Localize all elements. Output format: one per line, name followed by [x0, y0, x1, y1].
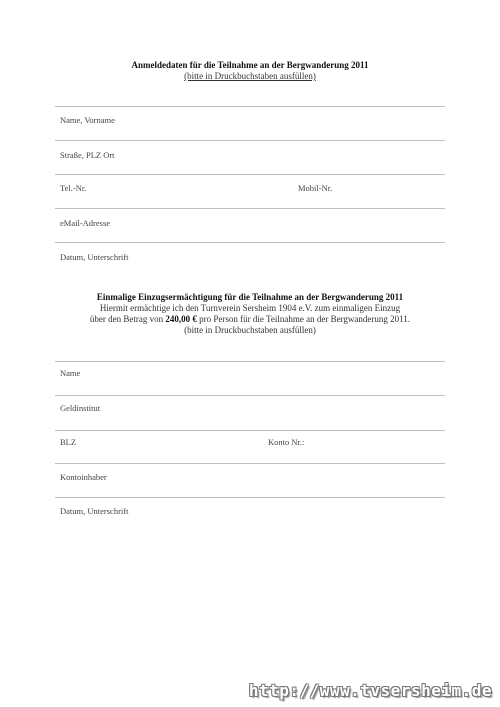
account-name-label: Name — [60, 368, 81, 378]
field-line — [55, 497, 445, 498]
name-field-label: Name, Vorname — [60, 115, 115, 125]
debit-amount: 240,00 € — [165, 314, 197, 324]
field-line — [55, 395, 445, 396]
account-number-label: Konto Nr.: — [268, 437, 305, 447]
account-holder-label: Kontoinhaber — [60, 472, 107, 482]
phone-field-label: Tel.-Nr. — [60, 183, 87, 193]
debit-authorization-title: Einmalige Einzugsermächtigung für die Teilnahme an der Bergwanderung 2011 — [96, 292, 404, 302]
field-line — [55, 208, 445, 209]
mobile-field-label: Mobil-Nr. — [298, 183, 333, 193]
debit-amount-line: über den Betrag von 240,00 € pro Person für die Teilnahme an der Bergwanderung 2011. — [89, 314, 411, 324]
date-signature-label: Datum, Unterschrift — [60, 252, 129, 262]
field-line — [55, 430, 445, 431]
street-field-label: Straße, PLZ Ort — [60, 150, 115, 160]
debit-authorization-text: Hiermit ermächtige ich den Turnverein Sersheim 1904 e.V. zum einmaligen Einzug — [99, 303, 401, 313]
registration-title: Anmeldedaten für die Teilnahme an der Bergwanderung 2011 — [131, 60, 369, 70]
debit-note: (bitte in Druckbuchstaben ausfüllen) — [184, 325, 316, 335]
field-line — [55, 174, 445, 175]
blz-label: BLZ — [60, 437, 77, 447]
email-field-label: eMail-Adresse — [60, 218, 111, 228]
field-line — [55, 140, 445, 141]
website-watermark: http://www.tvsersheim.de — [248, 681, 492, 700]
registration-subtitle: (bitte in Druckbuchstaben ausfüllen) — [184, 71, 316, 81]
field-line — [55, 361, 445, 362]
debit-date-signature-label: Datum, Unterschrift — [60, 506, 129, 516]
field-line — [55, 242, 445, 243]
bank-label: Geldinstitut — [60, 403, 101, 413]
field-line — [55, 463, 445, 464]
field-line — [55, 106, 445, 107]
